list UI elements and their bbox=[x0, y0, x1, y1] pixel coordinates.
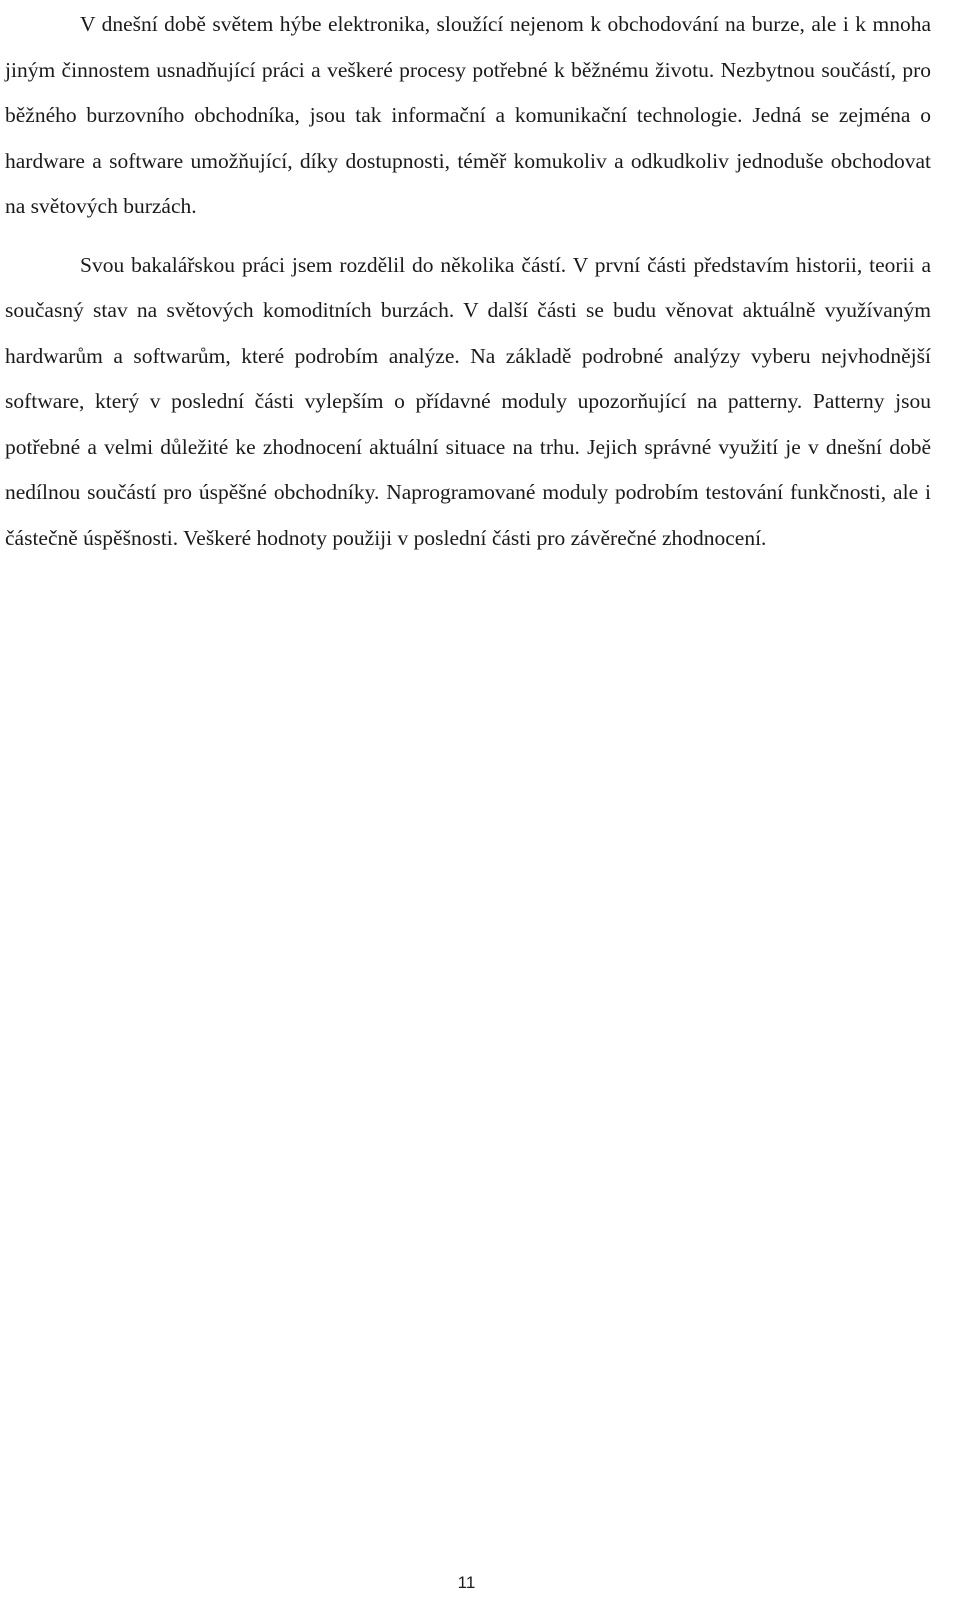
paragraph-structure: Svou bakalářskou práci jsem rozdělil do několika částí. V první části představím historii, teorii a současný stav na světových komoditních burzách. V další části se budu věnovat aktuálně využívaným hardwarům a softwarům, které podrobím analýze. Na základě podrobné analýzy vyberu nejvhodnější software, který v poslední části vylepším o přídavné moduly upozorňující na patterny. Patterny jsou potřebné a velmi důležité ke zhodnocení aktuální situace na trhu. Jejich správné využití je v dnešní době nedílnou součástí pro úspěšné obchodníky. Naprogramované moduly podrobím testování funkčnosti, ale i částečně úspěšnosti. Veškeré hodnoty použiji v poslední části pro závěrečné zhodnocení. bbox=[5, 252, 931, 550]
body-text bbox=[5, 2, 931, 561]
paragraph-intro: V dnešní době světem hýbe elektronika, sloužící nejenom k obchodování na burze, ale i k mnoha jiným činnostem usnadňující práci a veškeré procesy potřebné k běžnému životu. Nezbytnou součástí, pro běžného burzovního obchodníka, jsou tak informační a komunikační technologie. Jedná se zejména o hardware a software umožňující, díky dostupnosti, téměř komukoliv a odkudkoliv jednoduše obchodovat na světových burzách. bbox=[5, 12, 931, 218]
page-number: 11 bbox=[457, 1573, 476, 1592]
